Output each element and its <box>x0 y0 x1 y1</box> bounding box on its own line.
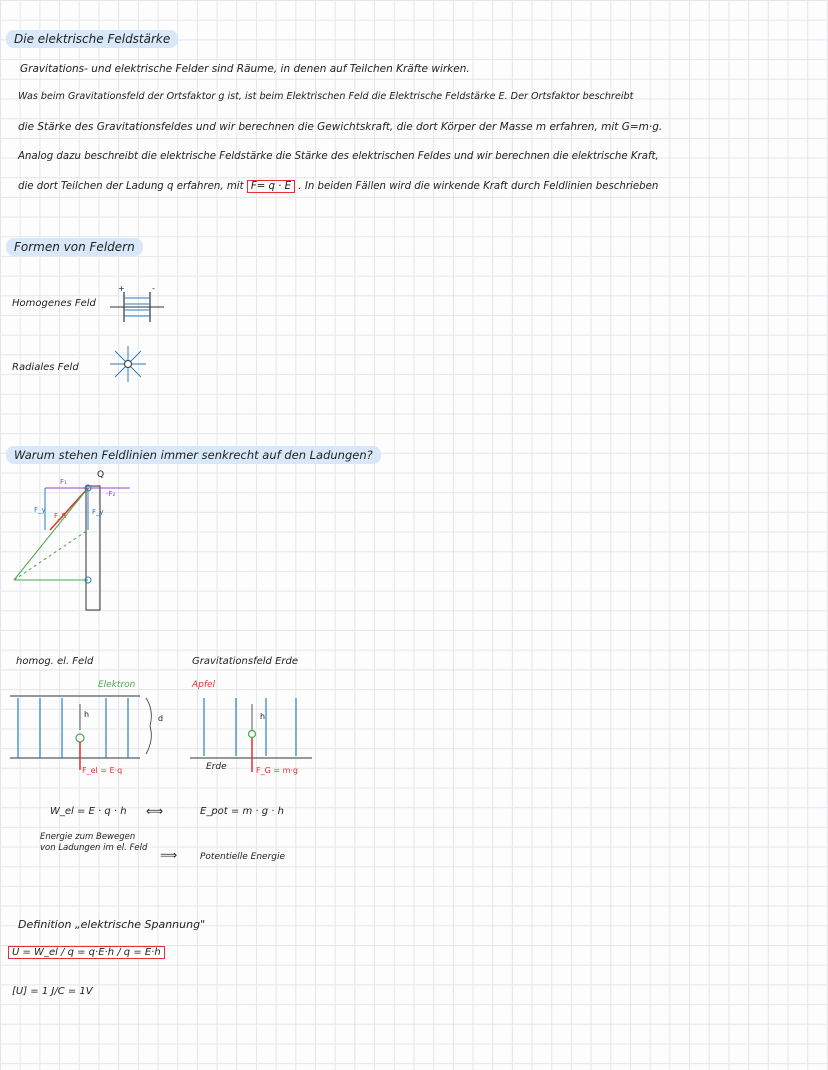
radial-label: Radiales Feld <box>12 362 79 373</box>
intro-line-5 <box>18 174 658 200</box>
force-fr-label: F_R <box>54 512 67 520</box>
force-f1-label: F₁ <box>60 478 67 486</box>
question-heading <box>6 446 381 464</box>
force-fy2-label: F_y <box>92 508 104 516</box>
intro-line-5-a: die dort Teilchen der Ladung q erfahren, mit <box>18 181 244 192</box>
intro-line-1: Gravitations- und elektrische Felder sind Räume, in denen auf Teilchen Kräfte wirken. <box>20 63 470 75</box>
force-f2-label: -F₂ <box>106 490 116 498</box>
minus-sign: - <box>152 284 155 293</box>
voltage-unit: [U] = 1 J/C = 1V <box>12 986 93 997</box>
w-el-formula: W_el = E · q · h <box>50 806 127 817</box>
forms-heading <box>6 238 143 256</box>
grav-field-title: Gravitationsfeld Erde <box>192 656 299 667</box>
energy-left-text: Energie zum Bewegen von Ladungen im el. Feld <box>40 832 148 853</box>
radial-field-icon <box>108 344 148 384</box>
force-formula-box: F= q · E <box>247 180 295 193</box>
energy-right-text: Potentielle Energie <box>200 852 286 862</box>
voltage-formula-box: U = W_el / q = q·E·h / q = E·h <box>8 946 165 959</box>
el-d-label: d <box>158 714 164 723</box>
force-fy-label: F_y <box>34 506 46 514</box>
el-force-label: F_el = E·q <box>82 766 123 775</box>
intro-line-5-b: . In beiden Fällen wird die wirkende Kraft durch Feldlinien beschrieben <box>298 181 659 192</box>
intro-line-3: die Stärke des Gravitationsfeldes und wir berechnen die Gewichtskraft, die dort Körper der Masse m erfahren, mit G=m·g. <box>18 121 663 133</box>
el-h-label: h <box>84 710 90 719</box>
definition-heading: Definition „elektrische Spannung" <box>18 918 206 931</box>
grav-particle-label: Apfel <box>192 680 216 690</box>
question-heading-text: Warum stehen Feldlinien immer senkrecht auf den Ladungen? <box>14 448 373 462</box>
el-field-title: homog. el. Feld <box>16 656 94 667</box>
grav-force-label: F_G = m·g <box>256 766 299 775</box>
title-text: Die elektrische Feldstärke <box>14 32 171 46</box>
force-diagram <box>0 470 160 620</box>
homogeneous-label: Homogenes Feld <box>12 298 96 309</box>
plus-sign: + <box>118 284 125 293</box>
grav-ground-label: Erde <box>206 762 227 772</box>
e-pot-formula: E_pot = m · g · h <box>200 806 284 817</box>
forms-heading-text: Formen von Feldern <box>14 240 135 254</box>
intro-line-2: Was beim Gravitationsfeld der Ortsfaktor g ist, ist beim Elektrischen Feld die Elektrische Feldstärke E. Der Ortsfaktor beschreibt <box>18 91 634 102</box>
homogeneous-field-icon <box>110 288 170 328</box>
page-title <box>6 30 178 48</box>
charge-q-label: Q <box>97 470 105 480</box>
implies-arrow: ⟹ <box>160 848 178 862</box>
equivalence-arrow: ⟺ <box>146 804 164 818</box>
grav-h-label: h <box>260 712 266 721</box>
intro-line-4: Analog dazu beschreibt die elektrische Feldstärke die Stärke des elektrischen Feldes und wir berechnen die elektrische Kraft, <box>18 151 659 162</box>
el-particle-label: Elektron <box>98 680 136 690</box>
